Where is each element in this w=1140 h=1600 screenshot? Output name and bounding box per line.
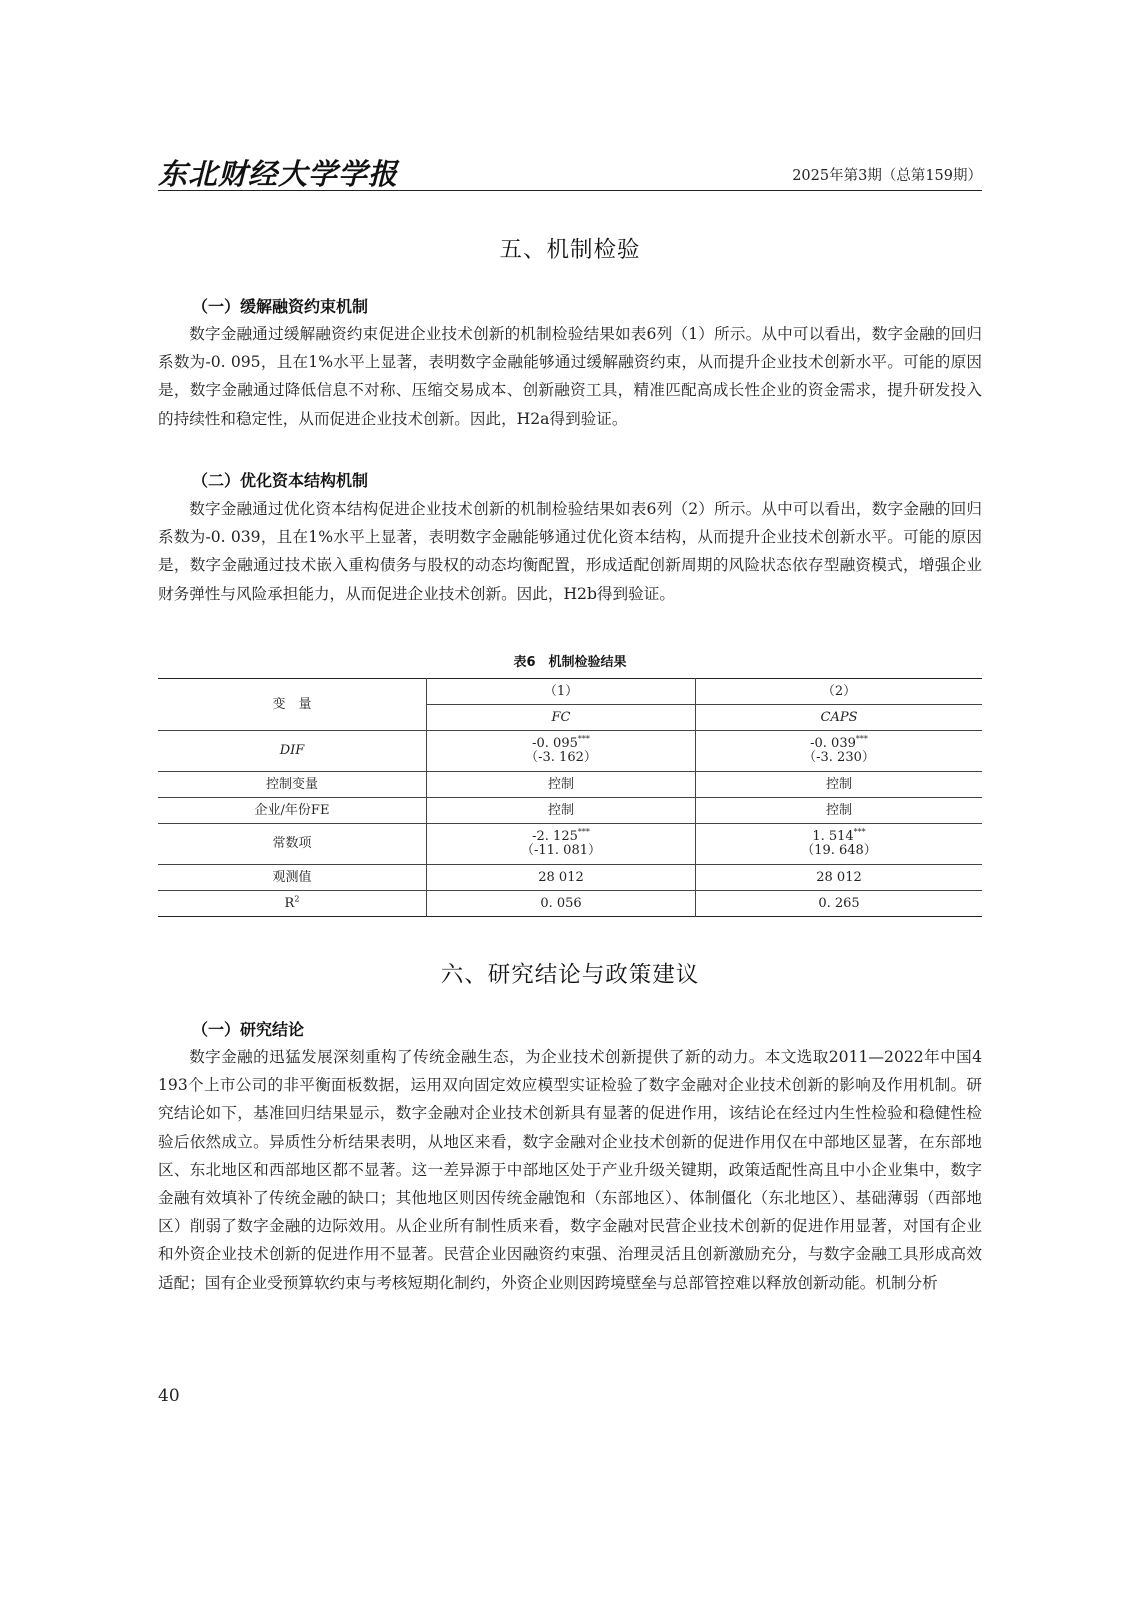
row-label-fe: 企业/年份FE bbox=[158, 798, 427, 824]
const-col1-stars: *** bbox=[577, 827, 590, 837]
obs-col1: 28 012 bbox=[427, 865, 696, 891]
paragraph-conclusions: 数字金融的迅猛发展深刻重构了传统金融生态，为企业技术创新提供了新的动力。本文选取2011—2022年中国4 193个上市公司的非平衡面板数据，运用双向固定效应模型实证检验了数字金融对企业技术创新的影响及作用机制。研究结论如下，基准回归结果显示，数字金融对企业技术创新具有显著的促进作用，该结论在经过内生性检验和稳健性检验后依然成立。异质性分析结果表明，从地区来看，数字金融对企业技术创新的促进作用仅在中部地区显著，在东部地区、东北地区和西部地区都不显著。这一差异源于中部地区处于产业升级关键期，政策适配性高且中小企业集中，数字金融有效填补了传统金融的缺口；其他地区则因传统金融饱和（东部地区）、体制僵化（东北地区）、基础薄弱（西部地区）削弱了数字金融的边际效用。从企业所有制性质来看，数字金融对民营企业技术创新的促进作用显著，对国有企业和外资企业技术创新的促进作用不显著。民营企业因融资约束强、治理灵活且创新激励充分，与数字金融工具形成高效适配；国有企业受预算软约束与考核短期化制约，外资企业则因跨境壁垒与总部管控难以释放创新动能。机制分析 bbox=[158, 1048, 982, 1292]
fe-col1: 控制 bbox=[427, 798, 696, 824]
row-label-r2 bbox=[158, 891, 427, 917]
table-row bbox=[158, 798, 982, 824]
paragraph-financing: 数字金融通过缓解融资约束促进企业技术创新的机制检验结果如表6列（1）所示。从中可以看出，数字金融的回归系数为-0. 095，且在1%水平上显著，表明数字金融能够通过缓解融资约束，从而提升企业技术创新水平。可能的原因是，数字金融通过降低信息不对称、压缩交易成本、创新融资工具，精准匹配高成长性企业的资金需求，提升研发投入的持续性和稳定性，从而促进企业技术创新。因此，H2a得到验证。 bbox=[158, 325, 982, 428]
dif-col2 bbox=[696, 731, 983, 772]
const-col2-stars: *** bbox=[853, 827, 866, 837]
running-header bbox=[158, 150, 982, 191]
fe-col2: 控制 bbox=[696, 798, 983, 824]
journal-name: 东北财经大学学报 bbox=[158, 157, 399, 191]
mechanism-table bbox=[158, 678, 982, 917]
variable-header: 变 量 bbox=[158, 679, 427, 731]
const-col1-tstat: （-11. 081） bbox=[520, 843, 601, 858]
table-row bbox=[158, 772, 982, 798]
table-row bbox=[158, 865, 982, 891]
dif-col2-stars: *** bbox=[855, 734, 868, 744]
const-col2 bbox=[696, 824, 983, 865]
row-label-obs: 观测值 bbox=[158, 865, 427, 891]
const-col2-coef: 1. 514 bbox=[812, 829, 854, 844]
col1-name: FC bbox=[427, 705, 696, 731]
col2-name: CAPS bbox=[696, 705, 983, 731]
page-number: 40 bbox=[158, 1386, 180, 1406]
dif-col2-coef: -0. 039 bbox=[810, 736, 856, 751]
controls-col2: 控制 bbox=[696, 772, 983, 798]
r2-label: R bbox=[284, 895, 295, 911]
const-col1 bbox=[427, 824, 696, 865]
const-col2-tstat: （19. 648） bbox=[801, 843, 877, 858]
obs-col2: 28 012 bbox=[696, 865, 983, 891]
r2-col2: 0. 265 bbox=[696, 891, 983, 917]
dif-col2-tstat: （-3. 230） bbox=[803, 750, 875, 765]
dif-col1 bbox=[427, 731, 696, 772]
dif-col1-tstat: （-3. 162） bbox=[525, 750, 597, 765]
section-title-conclusions: 六、研究结论与政策建议 bbox=[440, 962, 700, 988]
section-title-mechanism: 五、机制检验 bbox=[499, 237, 641, 263]
dif-col1-stars: *** bbox=[577, 734, 590, 744]
issue-info: 2025年第3期（总第159期） bbox=[792, 168, 982, 184]
table-row bbox=[158, 824, 982, 865]
r2-label-sup: 2 bbox=[294, 894, 300, 904]
paragraph-capital: 数字金融通过优化资本结构促进企业技术创新的机制检验结果如表6列（2）所示。从中可以看出，数字金融的回归系数为-0. 039，且在1%水平上显著，表明数字金融能够通过优化资本结构，从而提升企业技术创新水平。可能的原因是，数字金融通过技术嵌入重构债务与股权的动态均衡配置，形成适配创新周期的风险状态依存型融资模式，增强企业财务弹性与风险承担能力，从而促进企业技术创新。因此，H2b得到验证。 bbox=[158, 500, 982, 603]
row-label-const: 常数项 bbox=[158, 824, 427, 865]
dif-col1-coef: -0. 095 bbox=[532, 736, 578, 751]
col2-number: （2） bbox=[821, 683, 857, 699]
table-row bbox=[158, 891, 982, 917]
col1-number: （1） bbox=[427, 679, 696, 705]
row-label-controls: 控制变量 bbox=[158, 772, 427, 798]
controls-col1: 控制 bbox=[427, 772, 696, 798]
table-row bbox=[158, 731, 982, 772]
r2-col1: 0. 056 bbox=[427, 891, 696, 917]
subsection-heading-financing: （一）缓解融资约束机制 bbox=[192, 297, 369, 316]
subsection-heading-conclusions: （一）研究结论 bbox=[192, 1020, 305, 1039]
row-label-dif: DIF bbox=[158, 731, 427, 772]
const-col1-coef: -2. 125 bbox=[532, 829, 578, 844]
table-caption: 表6 机制检验结果 bbox=[513, 655, 627, 670]
subsection-heading-capital: （二）优化资本结构机制 bbox=[192, 471, 369, 490]
